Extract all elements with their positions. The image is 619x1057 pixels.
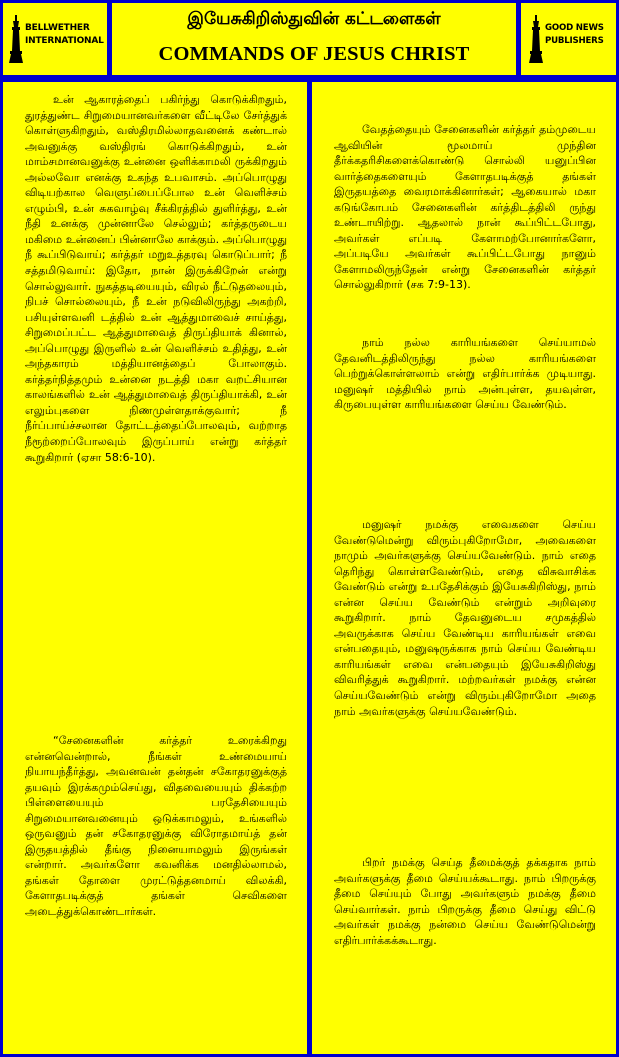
logo-text	[25, 22, 104, 48]
bellwether-logo	[3, 3, 107, 75]
right-column	[312, 82, 616, 1054]
logo-line-2: INTERNATIONAL	[25, 36, 104, 46]
paragraph: பிறர் நமக்கு செய்த தீமைக்குத் தக்கதாக நாம் அவர்களுக்கு தீமை செய்யக்கூடாது. நாம் பிறருக்கு தீமை செய்யும் போது அவர்களும் நமக்கு தீமை செய்வார்கள். நாம் பிறருக்கு தீமை செய்து விட்டு அவர்கள் நமக்கு நன்மை செய்ய வேண்டுமென்று எதிர்பார்க்கக்கூடாது.	[334, 856, 596, 947]
title-banner	[112, 3, 516, 75]
good-news-logo	[521, 3, 616, 75]
paragraph: உன் ஆகாரத்தைப் பகிர்ந்து கொடுக்கிறதும், துரத்துண்ட சிறுமையானவர்களை வீட்டிலே சேர்த்துக் கொள்ளுகிறதும், வஸ்திரமில்லாதவனைக் கண்டால் அவனுக்கு வஸ்திரங் கொடுக்கிறதும், உன் மாம்சமானவனுக்கு உன்னை ஒளிக்காமலி ருக்கிறதும் அல்லவோ எனக்கு உகந்த உபவாசம். அப்பொழுது விடியற்கால வெளுப்பைப்போல உன் வெளிச்சம் எழும்பி, உன் சுகவாழ்வு சீக்கிரத்தில் துளிர்த்து, உன் நீதி உனக்கு முன்னாலே செல்லும்; கர்த்தருடைய மகிமை உன்னைப் பின்னாலே காக்கும். அப்பொழுது நீ கூப்பிடுவாய்; கர்த்தர் மறுஉத்தரவு கொடுப்பார்; நீ சத்தமிடுவாய்: இதோ, நான் இருக்கிறேன் என்று சொல்லுவார். நுகத்தடியையும், விரல் நீட்டுதலையும், நிபச் சொல்லையும், நீ உன் நடுவிலிருந்து அகற்றி, பசியுள்ளவனி டத்தில் உன் ஆத்துமாவைச் சாய்த்து, சிறுமைப்பட்ட ஆத்துமாவைத் திருப்தியாக் கினால், அப்பொழுது இருளில் உன் வெளிச்சம் உதித்து, உன் அந்தகாரம் மத்தியானத்தைப் போலாகும். கர்த்தர்நித்தமும் உன்னை நடத்தி மகா வறட்சியான காலங்களில் உன் ஆத்துமாவைத் திருப்தியாக்கி, உன் எலும்புகளை நிணமுள்ளதாக்குவார்; நீ நீர்ப்பாய்ச்சலான தோட்டத்தைப்போலவும், வற்றாத நீரூற்றைப்போலவும் இருப்பாய் என்று கர்த்தர் கூறுகிறார் (ஏசா 58:6-10).	[25, 93, 287, 464]
title-tamil: இயேசுகிறிஸ்துவின் கட்டளைகள்	[187, 9, 441, 29]
paragraph: “சேனைகளின் கர்த்தர் உரைக்கிறது என்னவென்றால், நீங்கள் உண்மையாய் நியாயந்தீர்த்து, அவனவன் தன்தன் சகோதரனுக்குத் தயவும் இரக்கமும்செய்து, விதவையையும் திக்கற்ற பிள்ளையையும் பரதேசியையும் சிறுமையானவனையும் ஒடுக்காமலும், உங்களில் ஒருவனும் தன் சகோதரனுக்கு விரோதமாய்த் தன் இருதயத்தில் தீங்கு நினையாமலும் இருங்கள் என்றார். அவர்களோ கவனிக்க மனதில்லாமல், தங்கள் தோளை முரட்டுத்தனமாய் விலக்கி, கேளாதபடிக்குத் தங்கள் செவிகளை அடைத்துக்கொண்டார்கள்.	[25, 734, 287, 919]
logo-line-1: GOOD NEWS	[545, 23, 604, 33]
logo-text	[545, 22, 604, 48]
paragraph: மனுஷர் நமக்கு எவைகளை செய்ய வேண்டுமென்று விரும்புகிறோமோ, அவைகளை நாமும் அவர்களுக்கு செய்யவேண்டும். நாம் எதை தெரிந்து கொள்ளவேண்டும், எதை விசுவாசிக்க வேண்டும் என்று உபதேசிக்கும் இயேசுகிறிஸ்து, நாம் என்ன செய்ய வேண்டும் என்றும் அறிவுரை கூறுகிறார். நாம் தேவனுடைய சமுகத்தில் அவருக்காக செய்ய வேண்டிய காரியங்கள் எவை என்பதையும், மனுஷருக்காக நாம் செய்ய வேண்டிய காரியங்கள் எவை என்பதையும் இயேசுகிறிஸ்து விவரித்துக் கூறுகிறார். மற்றவர்கள் நமக்கு என்ன செய்யவேண்டும் என்று விரும்புகிறோமோ அதை நாம் அவர்களுக்கு செய்யவேண்டும்.	[334, 518, 596, 718]
title-english: COMMANDS OF JESUS CHRIST	[158, 43, 470, 65]
left-column	[3, 82, 307, 1054]
tower-icon	[529, 15, 543, 63]
logo-line-1: BELLWETHER	[25, 23, 90, 33]
logo-line-2: PUBLISHERS	[545, 36, 604, 46]
paragraph: வேதத்தையும் சேனைகளின் கர்த்தர் தம்முடைய ஆவியின் மூலமாய் முந்தின தீர்க்கதரிசிகளைக்கொண்டு சொல்லி யனுப்பின வார்த்தைகளையும் கேளாதபடிக்குத் தங்கள் இருதயத்தை வைரமாக்கினார்கள்; ஆகையால் மகா கடுங்கோபம் சேனைகளின் கர்த்திடத்திலி ருந்து உண்டாயிற்று. ஆதலால் நான் கூப்பிட்டபோது, அவர்கள் எப்படி கேளாமற்போனார்களோ, அப்படியே அவர்கள் கூப்பிட்டபோது நானும் கேளாமலிருந்தேன் என்று சேனைகளின் கர்த்தர் சொல்லுகிறார் (சக 7:9-13).	[334, 123, 596, 292]
paragraph: நாம் நல்ல காரியங்களை செய்யாமல் தேவனிடத்திலிருந்து நல்ல காரியங்களை பெற்றுக்கொள்ளலாம் என்று எதிர்பார்க்க முடியாது. மனுஷர் மத்தியில் நாம் அன்புள்ள, தயவுள்ள, கிருபையுள்ள காரியங்களை செய்ய வேண்டும்.	[334, 336, 596, 412]
tower-icon	[9, 15, 23, 63]
